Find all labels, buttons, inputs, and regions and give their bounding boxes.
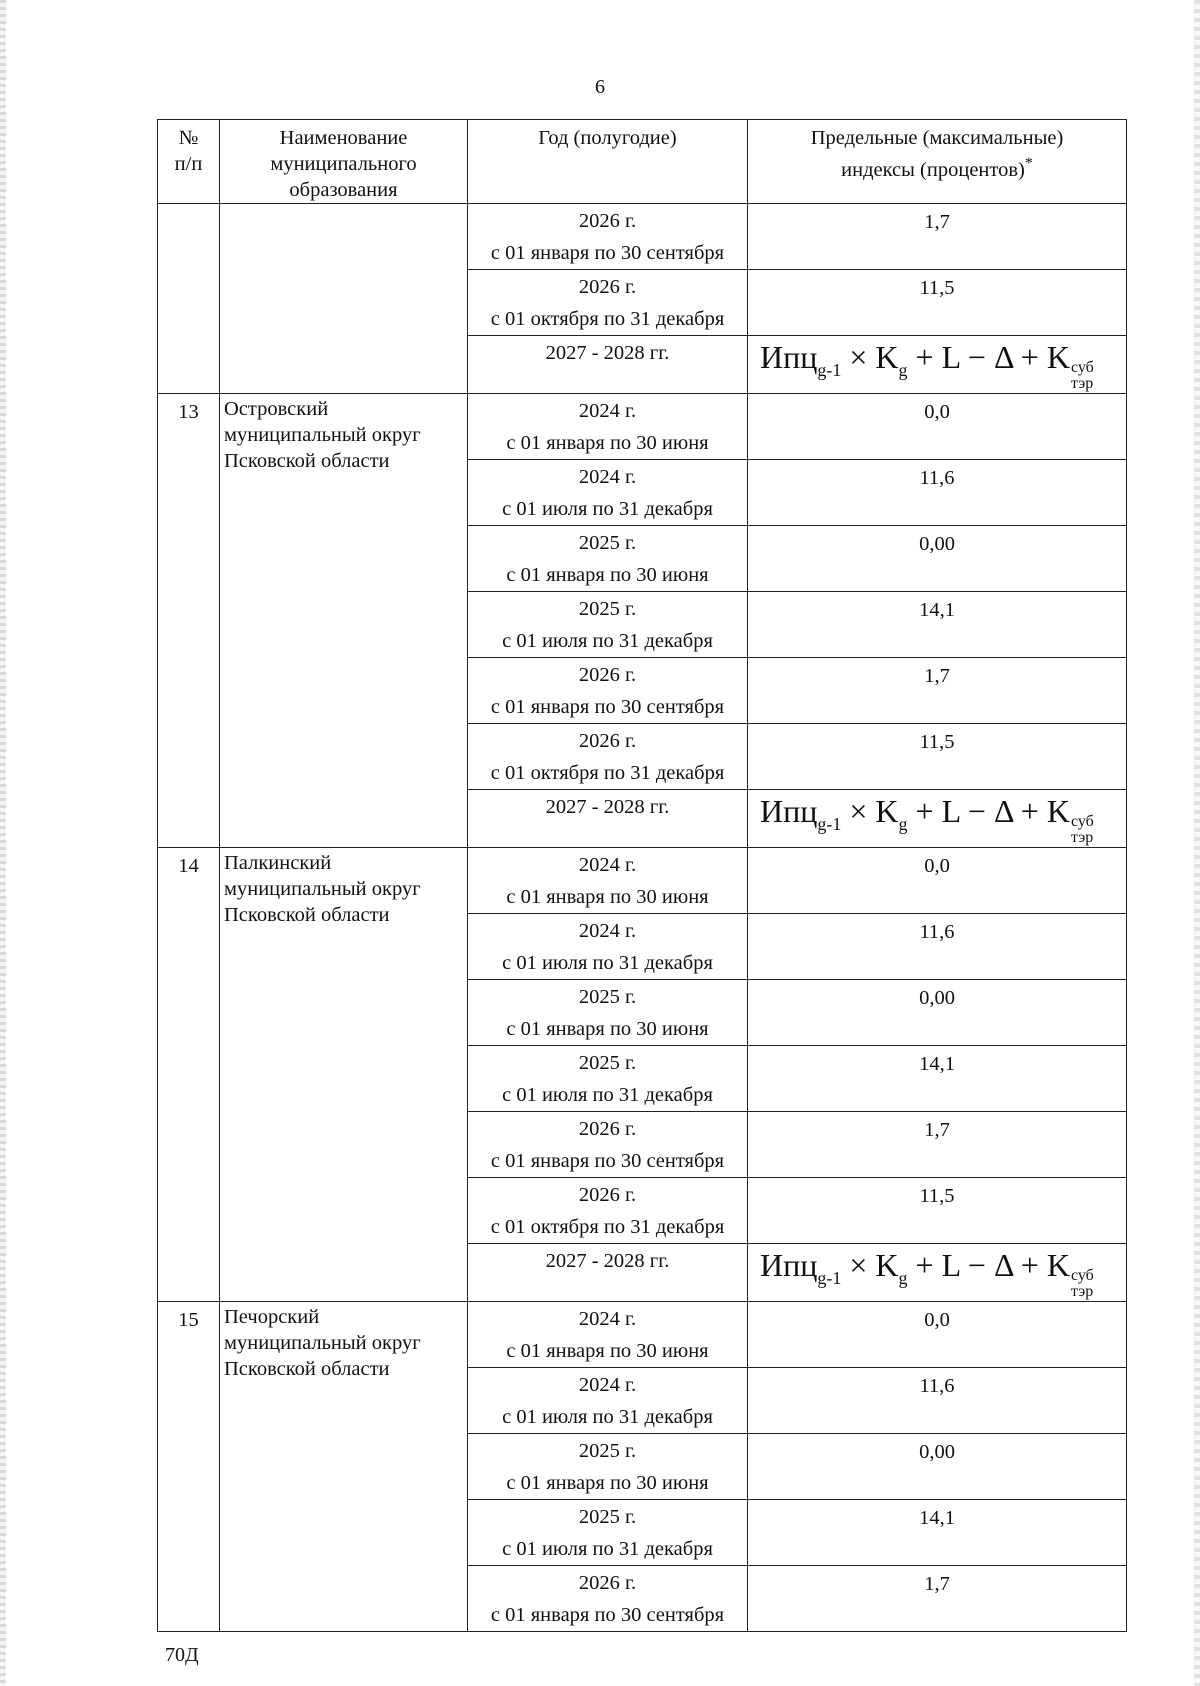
index-value: 0,00 — [748, 980, 1127, 1046]
formula-k-superscript: суб — [1070, 1267, 1094, 1284]
period-text: 2026 г. с 01 января по 30 сентября — [490, 210, 725, 264]
period-cell — [468, 1500, 748, 1566]
formula-k-subscript-ter: тэр — [1070, 375, 1094, 392]
period-text: 2024 г. с 01 января по 30 июня — [506, 854, 709, 908]
tariff-index-table — [157, 119, 1127, 1632]
period-text: 2027 - 2028 гг. — [545, 1250, 670, 1272]
formula-k-subscript-ter: тэр — [1070, 829, 1094, 846]
formula-k-subscript-ter: тэр — [1070, 1283, 1094, 1300]
period-cell — [468, 1244, 748, 1302]
index-value: 1,7 — [748, 1566, 1127, 1632]
period-cell — [468, 394, 748, 460]
municipality-name: Островский муниципальный округ Псковской области — [220, 394, 468, 848]
index-value: 11,6 — [748, 914, 1127, 980]
page-number: 6 — [595, 76, 605, 98]
period-cell — [468, 914, 748, 980]
municipality-name: Палкинский муниципальный округ Псковской области — [220, 848, 468, 1302]
period-text: 2027 - 2028 гг. — [545, 796, 670, 818]
index-value: 11,5 — [748, 724, 1127, 790]
formula-k-subscript: g — [898, 1268, 908, 1288]
municipality-name — [220, 204, 468, 394]
index-formula — [760, 340, 1126, 392]
period-text: 2025 г. с 01 января по 30 июня — [506, 1440, 709, 1494]
scan-edge-right — [1194, 0, 1200, 1686]
index-formula-cell — [748, 336, 1127, 394]
period-text: 2024 г. с 01 января по 30 июня — [506, 1308, 709, 1362]
index-value: 14,1 — [748, 1500, 1127, 1566]
formula-k-superscript: суб — [1070, 359, 1094, 376]
index-value: 11,5 — [748, 270, 1127, 336]
period-text: 2026 г. с 01 января по 30 сентября — [490, 1118, 725, 1172]
row-number — [158, 204, 220, 394]
period-cell — [468, 1302, 748, 1368]
period-text: 2025 г. с 01 января по 30 июня — [506, 986, 709, 1040]
formula-k-scripts — [1071, 814, 1094, 846]
index-formula-cell — [748, 1244, 1127, 1302]
period-text: 2026 г. с 01 октября по 31 декабря — [490, 1184, 725, 1238]
index-value: 1,7 — [748, 658, 1127, 724]
formula-rest: + L − Δ + K — [907, 793, 1070, 829]
index-value: 11,6 — [748, 1368, 1127, 1434]
index-value: 14,1 — [748, 592, 1127, 658]
table-row — [158, 848, 1127, 914]
index-value: 14,1 — [748, 1046, 1127, 1112]
formula-ipc: Ипц — [760, 793, 818, 829]
index-value: 0,00 — [748, 526, 1127, 592]
header-period: Год (полугодие) — [468, 120, 748, 204]
index-value: 0,0 — [748, 1302, 1127, 1368]
period-text: 2027 - 2028 гг. — [545, 342, 670, 364]
footer-code: 70Д — [165, 1644, 199, 1666]
table-row — [158, 204, 1127, 270]
formula-k-subscript: g — [898, 814, 908, 834]
period-text: 2025 г. с 01 июля по 31 декабря — [502, 1506, 713, 1560]
municipality-name: Печорский муниципальный округ Псковской области — [220, 1302, 468, 1632]
period-cell — [468, 1046, 748, 1112]
formula-k-scripts — [1071, 360, 1094, 392]
table-row — [158, 1302, 1127, 1368]
index-formula — [760, 1248, 1126, 1300]
formula-times-k: × K — [841, 1247, 899, 1283]
formula-k-subscript: g — [898, 360, 908, 380]
index-formula — [760, 794, 1126, 846]
period-text: 2025 г. с 01 января по 30 июня — [506, 532, 709, 586]
formula-rest: + L − Δ + K — [907, 1247, 1070, 1283]
period-cell — [468, 204, 748, 270]
footnote-mark: * — [1024, 155, 1033, 172]
period-text: 2026 г. с 01 октября по 31 декабря — [490, 276, 725, 330]
period-cell — [468, 1112, 748, 1178]
index-value: 0,0 — [748, 394, 1127, 460]
row-number: 15 — [158, 1302, 220, 1632]
header-number: № п/п — [158, 120, 220, 204]
period-cell — [468, 1434, 748, 1500]
formula-ipc-subscript: g-1 — [817, 1268, 842, 1288]
period-text: 2024 г. с 01 июля по 31 декабря — [502, 920, 713, 974]
formula-ipc-subscript: g-1 — [817, 814, 842, 834]
formula-times-k: × K — [841, 793, 899, 829]
index-value: 1,7 — [748, 1112, 1127, 1178]
index-value: 1,7 — [748, 204, 1127, 270]
period-cell — [468, 270, 748, 336]
period-text: 2024 г. с 01 января по 30 июня — [506, 400, 709, 454]
formula-ipc-subscript: g-1 — [817, 360, 842, 380]
period-cell — [468, 658, 748, 724]
period-text: 2025 г. с 01 июля по 31 декабря — [502, 1052, 713, 1106]
table-row — [158, 394, 1127, 460]
period-cell — [468, 1566, 748, 1632]
formula-ipc: Ипц — [760, 339, 818, 375]
period-text: 2024 г. с 01 июля по 31 декабря — [502, 1374, 713, 1428]
scan-edge-left — [0, 0, 6, 1686]
header-municipality: Наименование муниципального образования — [220, 120, 468, 204]
header-index: Предельные (максимальные) индексы (процентов)* — [748, 120, 1127, 204]
period-cell — [468, 790, 748, 848]
table-header-row — [158, 120, 1127, 204]
period-cell — [468, 460, 748, 526]
period-cell — [468, 848, 748, 914]
period-text: 2026 г. с 01 октября по 31 декабря — [490, 730, 725, 784]
row-number: 14 — [158, 848, 220, 1302]
formula-k-superscript: суб — [1070, 813, 1094, 830]
period-cell — [468, 1178, 748, 1244]
row-number: 13 — [158, 394, 220, 848]
period-cell — [468, 592, 748, 658]
formula-times-k: × K — [841, 339, 899, 375]
period-text: 2024 г. с 01 июля по 31 декабря — [502, 466, 713, 520]
index-value: 0,00 — [748, 1434, 1127, 1500]
period-cell — [468, 724, 748, 790]
index-formula-cell — [748, 790, 1127, 848]
period-text: 2026 г. с 01 января по 30 сентября — [490, 664, 725, 718]
index-value: 11,5 — [748, 1178, 1127, 1244]
period-cell — [468, 336, 748, 394]
formula-ipc: Ипц — [760, 1247, 818, 1283]
table-body — [158, 204, 1127, 1632]
period-cell — [468, 526, 748, 592]
period-cell — [468, 980, 748, 1046]
formula-rest: + L − Δ + K — [907, 339, 1070, 375]
index-value: 0,0 — [748, 848, 1127, 914]
period-text: 2026 г. с 01 января по 30 сентября — [490, 1572, 725, 1626]
index-value: 11,6 — [748, 460, 1127, 526]
period-text: 2025 г. с 01 июля по 31 декабря — [502, 598, 713, 652]
formula-k-scripts — [1071, 1268, 1094, 1300]
period-cell — [468, 1368, 748, 1434]
